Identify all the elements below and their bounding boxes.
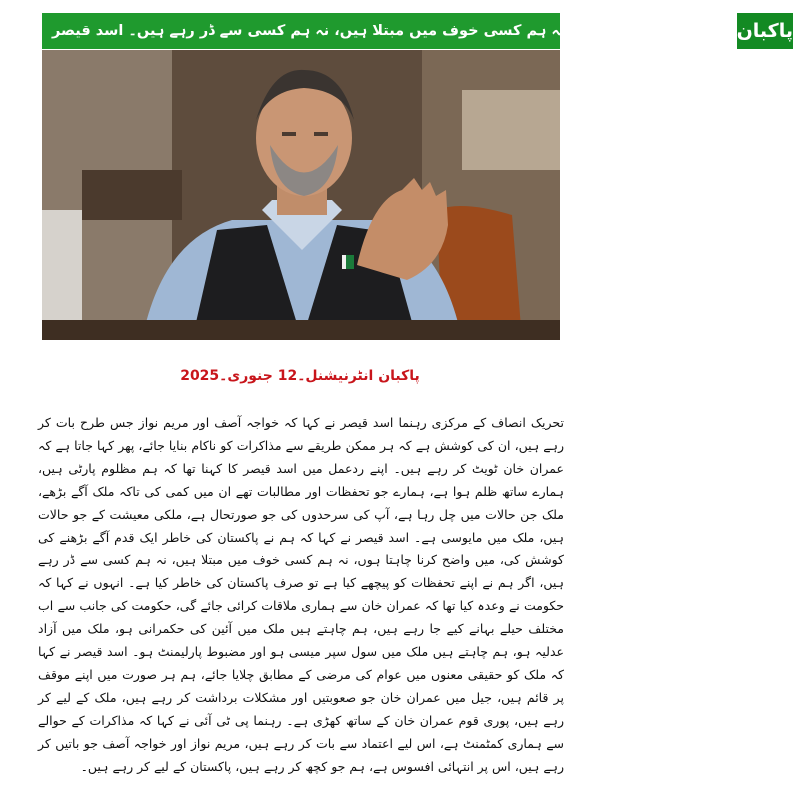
dateline: پاکبان انٹرنیشنل۔12 جنوری۔2025 <box>180 368 420 384</box>
headline-text: واضح کرنا چاہتا ہوں، نہ ہم کسی خوف میں مبتلا ہیں، نہ ہم کسی سے ڈر رہے ہیں۔ اسد قیصر <box>52 23 724 39</box>
news-photo <box>42 50 560 340</box>
article-body <box>38 412 564 779</box>
headline-bar <box>42 13 793 49</box>
article-paragraph: تحریک انصاف کے مرکزی رہنما اسد قیصر نے کہا کہ خواجہ آصف اور مریم نواز جس طرح بات کر رہے ہیں، ان کی کوشش ہے کہ ہر ممکن طریقے سے مذاکرات کو ناکام بنایا جائے، پھر کہا جاتا ہے کہ عمران خان ٹویٹ کر رہے ہیں۔ اپنے ردعمل میں اسد قیصر کا کہنا تھا کہ ہم مظلوم پارٹی ہیں، ہمارے ساتھ ظلم ہوا ہے، ہمارے جو تحفظات اور مطالبات تھے ان میں کمی کی تاکہ ملک آگے بڑھے، ملک جن حالات میں چل رہا ہے، آپ کی سرحدوں کی جو صورتحال ہے، ملکی معیشت کے جو حالات ہیں، ملک میں مایوسی ہے۔ اسد قیصر نے کہا کہ ہم نے پاکستان کی خاطر ایک قدم آگے بڑھنے کی کوشش کی، میں واضح کرنا چاہتا ہوں، نہ ہم کسی خوف میں مبتلا ہیں، نہ ہم کسی سے ڈر رہے ہیں، اگر ہم نے اپنے تحفظات کو پیچھے کیا ہے تو صرف پاکستان کی خاطر کیا ہے۔ انہوں نے کہا کہ حکومت نے وعدہ کیا تھا کہ عمران خان سے ہماری ملاقات کرائی جائے گی، حکومت کی جانب سے اب مختلف حیلے بہانے کیے جا رہے ہیں، ہم چاہتے ہیں ملک میں آئین کی حکمرانی ہو، ملک میں آزاد عدلیہ ہو، ہم چاہتے ہیں ملک میں سول سپر میسی ہو اور مضبوط پارلیمنٹ ہو۔ اسد قیصر نے کہا کہ ملک کو حقیقی معنوں میں عوام کی مرضی کے مطابق چلایا جائے، ہم ہر صورت میں اپنے موقف پر قائم ہیں، جیل میں عمران خان جو صعوبتیں اور مشکلات برداشت کر رہے ہیں، ملک کے لیے کر رہے ہیں، پوری قوم عمران خان کے ساتھ کھڑی ہے۔ رہنما پی ٹی آئی نے کہا کہ مذاکرات کے حوالے سے ہماری کمٹمنٹ ہے، اس لیے اعتماد سے بات کر رہے ہیں، مریم نواز اور خواجہ آصف جو باتیں کر رہے ہیں، اس پر انتہائی افسوس ہے، ہم جو کچھ کر رہے ہیں، پاکستان کے لیے کر رہے ہیں۔ <box>38 415 564 774</box>
brand-logo: پاکبان <box>734 13 793 49</box>
speaker-photo-illustration <box>42 50 560 340</box>
